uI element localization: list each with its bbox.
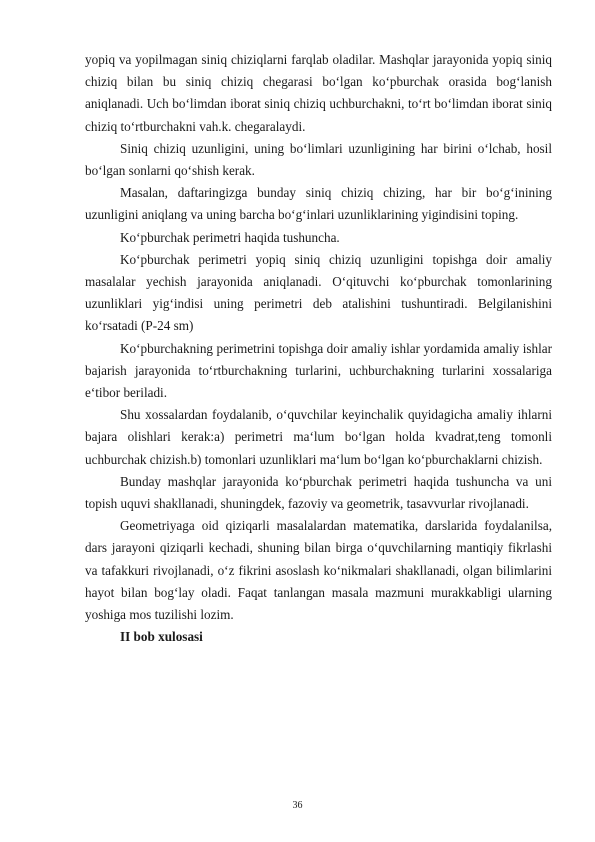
- paragraph-2: Siniq chiziq uzunligini, uning bo‘limlari uzunligining har birini o‘lchab, hosil bo‘lgan sonlarni qo‘shish kerak.: [85, 140, 552, 179]
- paragraph-5: Ko‘pburchak perimetri yopiq siniq chiziq uzunligini topishga doir amaliy masalalar yechish jarayonida aniqlanadi. O‘qituvchi ko‘pburchak tomonlarining uzunliklari yig‘indisi uning perimetri deb atalishini tushuntiradi. Belgilanishini ko‘rsatadi (P-24 sm): [85, 251, 552, 334]
- paragraph-9: Geometriyaga oid qiziqarli masalalardan matematika, darslarida foydalanilsa, dars jarayoni qiziqarli kechadi, shuning bilan birga o‘quvchilarning mantiqiy fikrlashi va tafakkuri rivojlanadi, o‘z fikrini asoslash ko‘nikmalari shakllanadi, olgan bilimlarini hayot bilan bog‘lay oladi. Faqat tanlangan masala mazmuni murakkabligi ularning yoshiga mos tuzilishi lozim.: [85, 518, 552, 623]
- paragraph-8: Bunday mashqlar jarayonida ko‘pburchak perimetri haqida tushuncha va uni topish uquvi shakllanadi, shuningdek, fazoviy va geometrik, tasavvurlar rivojlanadi.: [85, 473, 552, 512]
- section-heading: II bob xulosasi: [120, 629, 203, 645]
- paragraph-1: yopiq va yopilmagan siniq chiziqlarni farqlab oladilar. Mashqlar jarayonida yopiq siniq chiziq bilan bu siniq chiziq chegarasi bo‘lgan ko‘pburchak orasida bog‘lanish aniqlanadi. Uch bo‘limdan iborat siniq chiziq uchburchakni, to‘rt bo‘limdan iborat siniq chiziq to‘rtburchakni vah.k. chegaralaydi.: [85, 52, 552, 134]
- page-number: 36: [292, 800, 303, 811]
- paragraph-3: Masalan, daftaringizga bunday siniq chiziq chizing, har bir bo‘g‘inining uzunligini aniqlang va uning barcha bo‘g‘inlari uzunliklarining yigindisini toping.: [85, 185, 552, 223]
- paragraph-4: Ko‘pburchak perimetri haqida tushuncha.: [120, 229, 340, 245]
- paragraph-6: Ko‘pburchakning perimetrini topishga doir amaliy ishlar yordamida amaliy ishlar bajarish jarayonida to‘rtburchakning turlarini, uchburchakning turlarini xossalariga e‘tibor beriladi.: [85, 340, 552, 401]
- paragraph-7: Shu xossalardan foydalanib, o‘quvchilar keyinchalik quyidagicha amaliy ihlarni bajara olishlari kerak:a) perimetri ma‘lum bo‘lgan holda kvadrat,teng tomonli uchburchak chizish.b) tomonlari uzunliklari ma‘lum bo‘lgan ko‘pburchaklarni chizish.: [85, 407, 552, 467]
- document-page: [85, 49, 552, 648]
